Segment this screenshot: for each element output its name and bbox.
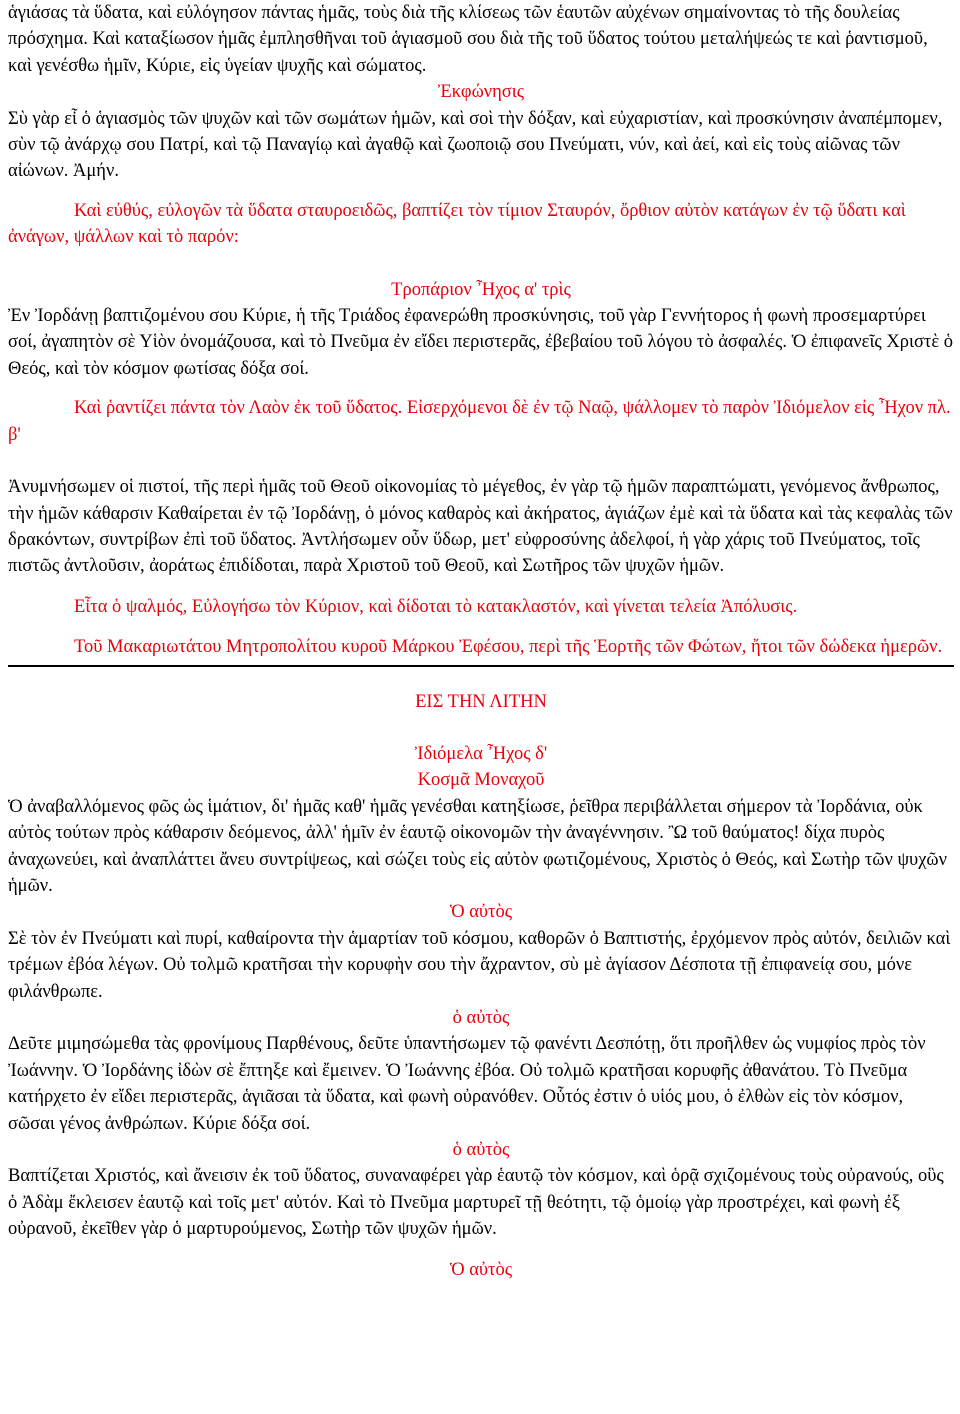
rubric-mark-of-ephesus: Τοῦ Μακαριωτάτου Μητροπολίτου κυροῦ Μάρκου Ἐφέσου, περὶ τῆς Ἑορτῆς τῶν Φώτων, ἤτοι τῶν δώδεκα ἡμερῶν. xyxy=(74,637,943,658)
same-tone-label: ὁ αὐτὸς xyxy=(452,1140,510,1161)
idiomela-heading: Ἰδιόμελα Ἦχος δ' xyxy=(414,743,548,764)
troparion-heading: Τροπάριον Ἦχος α' τρὶς xyxy=(391,279,571,300)
rubric-sprinkle: Καὶ ῥαντίζει πάντα τὸν Λαὸν ἐκ τοῦ ὕδατος. Εἰσερχόμενοι δὲ ἐν τῷ Ναῷ, ψάλλομεν τὸ παρὸν Ἰδιόμελον εἰς Ἦχον πλ. β' xyxy=(8,398,951,445)
same-tone-label: ὁ αὐτὸς xyxy=(452,1008,510,1028)
section-title: ΕΙΣ ΤΗΝ ΛΙΤΗΝ xyxy=(415,691,547,712)
spacer xyxy=(8,448,954,474)
ekfonisis-paragraph: Σὺ γὰρ εἶ ὁ ἁγιασμὸς τῶν ψυχῶν καὶ τῶν σωμάτων ἡμῶν, καὶ σοὶ τὴν δόξαν, καὶ εὐχαριστίαν, καὶ προσκύνησιν ἀναπέμπομεν, σὺν τῷ ἀνάρχῳ σου Πατρί, καὶ τῷ Παναγίῳ καὶ ἀγαθῷ καὶ ζωοποιῷ σου Πνεύματι, νύν, καὶ ἀεί, καὶ εἰς τοὺς αἰῶνας τῶν αἰώνων. Ἀμήν. xyxy=(8,108,943,182)
spacer xyxy=(8,580,954,594)
idiomela-author: Κοσμᾶ Μοναχοῦ xyxy=(417,770,545,791)
troparion-paragraph: Ἐν Ἰορδάνῃ βαπτιζομένου σου Κύριε, ἡ τῆς Τριάδος ἐφανερώθη προσκύνησις, τοῦ γὰρ Γεννήτορος ἡ φωνὴ προσεμαρτύρει σοί, ἀγαπητὸν σὲ Υἱὸν ὀνομάζουσα, καὶ τὸ Πνεῦμα ἐν εἴδει περιστερᾶς, ἐβεβαίου τοῦ λόγου τὸ ἀσφαλές. Ὁ ἐπιφανεῖς Χριστὲ ὁ Θεός, καὶ τὸν κόσμον φωτίσας δόξα σοί. xyxy=(8,306,953,379)
spacer xyxy=(8,251,954,277)
spacer xyxy=(8,1243,954,1257)
spacer xyxy=(8,620,954,634)
hymn-paragraph: Βαπτίζεται Χριστός, καὶ ἄνεισιν ἐκ τοῦ ὕδατος, συναναφέρει γὰρ ἑαυτῷ τὸν κόσμον, καὶ ὁρᾷ σχιζομένους τοὺς οὐρανούς, οὓς ὁ Ἀδὰμ ἔκλεισεν ἑαυτῷ καὶ τοῖς μετ' αὐτόν. Καὶ τὸ Πνεῦμα μαρτυρεῖ τῇ θεότητι, τῷ ὁμοίῳ γὰρ προστρέχει, καὶ φωνὴ ἐξ οὐρανοῦ, ἐκεῖθεν γὰρ ὁ μαρτυρούμενος, Σωτὴρ τῶν ψυχῶν ἡμῶν. xyxy=(8,1166,944,1240)
same-tone-label: Ὁ αὐτὸς xyxy=(449,1259,513,1280)
section-divider xyxy=(8,665,954,667)
rubric-psalm: Εἶτα ὁ ψαλμός, Εὐλογήσω τὸν Κύριον, καὶ δίδοται τὸ κατακλαστόν, καὶ γίνεται τελεία Ἀπόλυσις. xyxy=(74,596,798,617)
rubric-cross: Καὶ εὐθύς, εὐλογῶν τὰ ὕδατα σταυροειδῶς, βαπτίζει τὸν τίμιον Σταυρόν, ὄρθιον αὐτὸν κατάγων ἐν τῷ ὕδατι καὶ ἀνάγων, ψάλλων καὶ τὸ παρόν: xyxy=(8,200,906,248)
hymn-paragraph: Δεῦτε μιμησώμεθα τὰς φρονίμους Παρθένους, δεῦτε ὑπαντήσωμεν τῷ φανέντι Δεσπότῃ, ὅτι προῆλθεν ὡς νυμφίος πρὸς τὸν Ἰωάννην. Ὁ Ἰορδάνης ἰδὼν σὲ ἔπτηξε καὶ ἔμεινεν. Ὁ Ἰωάννης ἐβόα. Οὐ τολμῶ κρατῆσαι κορυφῆς ἀθανάτου. Τὸ Πνεῦμα κατήρχετο ἐν εἴδει περιστερᾶς, ἁγιᾶσαι τὰ ὕδατα, καὶ φωνὴ οὐρανόθεν. Οὗτός ἐστιν ὁ υἱός μου, ὁ ἐλθὼν εἰς τὸν κόσμον, σῶσαι γένος ἀνθρώπων. Κύριε δόξα σοί. xyxy=(8,1034,926,1134)
ekfonisis-heading: Ἐκφώνησις xyxy=(437,82,525,103)
spacer xyxy=(8,715,954,741)
idiomelon-paragraph: Ἀνυμνήσωμεν οἱ πιστοί, τῆς περὶ ἡμᾶς τοῦ Θεοῦ οἰκονομίας τὸ μέγεθος, ἐν γὰρ τῷ ἡμῶν παραπτώματι, γενόμενος ἄνθρωπος, τὴν ἡμῶν κάθαρσιν Καθαίρεται ἐν τῷ Ἰορδάνῃ, ὁ μόνος καθαρὸς καὶ ἀκήρατος, ἁγιάζων ἐμὲ καὶ τὰ ὕδατα καὶ τὰς κεφαλὰς τῶν δρακόντων, συντρίβων ἐπὶ τοῦ ὕδατος. Ἀντλήσωμεν οὖν ὕδωρ, μετ' εὐφροσύνης ἀδελφοί, ἡ γὰρ χάρις τοῦ Πνεύματος, τοῖς πιστῶς ἀντλοῦσιν, ἀοράτως ἐπιδίδοται, παρὰ Χριστοῦ τοῦ Θεοῦ, καὶ Σωτῆρος τῶν ψυχῶν ἡμῶν. xyxy=(8,477,953,577)
hymn-paragraph: Σὲ τὸν ἐν Πνεύματι καὶ πυρί, καθαίροντα τὴν ἁμαρτίαν τοῦ κόσμου, καθορῶν ὁ Βαπτιστής, ἐρχόμενον πρὸς αὐτόν, δειλιῶν καὶ τρέμων ἐβόα λέγων. Οὐ τολμῶ κρατῆσαι τὴν κορυφὴν σου τὴν ἄχραντον, σὺ μὲ ἁγίασον Δέσποτα τῇ ἐπιφανείᾳ σου, μόνε φιλάνθρωπε. xyxy=(8,928,951,1002)
same-tone-label: Ὁ αὐτὸς xyxy=(449,902,513,923)
spacer xyxy=(8,382,954,395)
prayer-paragraph: ἁγιάσας τὰ ὕδατα, καὶ εὐλόγησον πάντας ἡμᾶς, τοὺς διὰ τῆς κλίσεως τῶν ἑαυτῶν αὐχένων σημαίνοντας τὸ τῆς δουλείας πρόσχημα. Καὶ καταξίωσον ἡμᾶς ἐμπλησθῆναι τοῦ ἁγιασμοῦ σου διὰ τῆς τοῦ ὕδατος τούτου μεταλήψεώς τε καὶ ῥαντισμοῦ, καὶ γενέσθω ἡμῖν, Κύριε, εἰς ὑγείαν ψυχῆς καὶ σώματος. xyxy=(8,3,928,76)
document-page xyxy=(8,0,954,1283)
spacer xyxy=(8,185,954,198)
hymn-paragraph: Ὁ ἀναβαλλόμενος φῶς ὡς ἱμάτιον, δι' ἡμᾶς καθ' ἡμᾶς γενέσθαι κατηξίωσε, ῥεῖθρα περιβάλλεται σήμερον τὰ Ἰορδάνια, οὐκ αὐτὸς τούτων πρὸς κάθαρσιν δεόμενος, ἀλλ' ἡμῖν ἐν ἑαυτῷ οἰκονομῶν τὴν ἀναγέννησιν. Ὢ τοῦ θαύματος! δίχα πυρὸς ἀναχωνεύει, καὶ ἀναπλάττει ἄνευ συντρίψεως, καὶ σώζει τοὺς εἰς αὐτὸν φωτιζομένους, Χριστὸς ὁ Θεός, καὶ Σωτὴρ τῶν ψυχῶν ἡμῶν. xyxy=(8,796,947,896)
